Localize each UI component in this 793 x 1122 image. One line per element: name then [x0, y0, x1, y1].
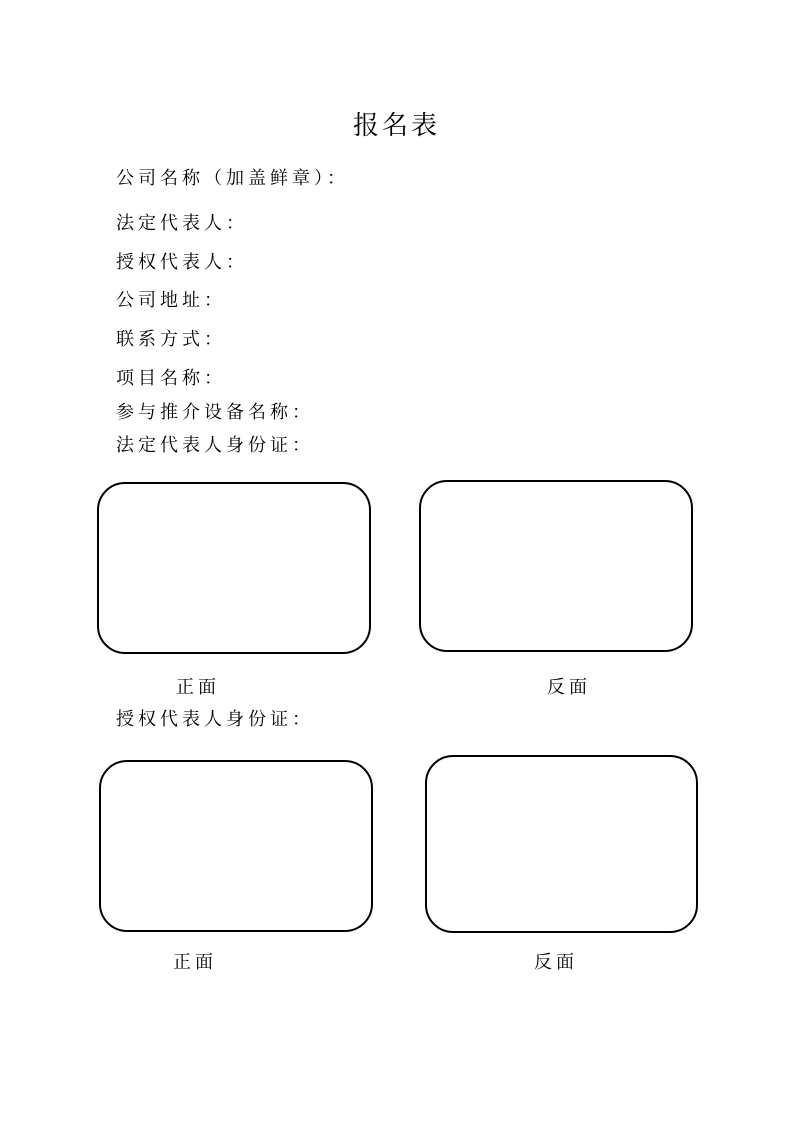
field-legal-representative: 法定代表人： — [116, 213, 248, 234]
legal-rep-id-back-box — [419, 480, 693, 652]
field-authorized-rep-id: 授权代表人身份证： — [116, 709, 314, 730]
authorized-rep-id-front-box — [99, 760, 373, 932]
page-title: 报名表 — [352, 111, 440, 141]
field-project-name: 项目名称： — [116, 368, 226, 389]
field-company-name: 公司名称（加盖鲜章）： — [116, 168, 349, 189]
field-contact: 联系方式： — [116, 329, 226, 350]
field-authorized-representative: 授权代表人： — [116, 252, 248, 273]
authorized-rep-id-front-caption: 正面 — [173, 952, 217, 973]
legal-rep-id-front-caption: 正面 — [176, 677, 220, 698]
field-company-address: 公司地址： — [116, 290, 226, 311]
legal-rep-id-back-caption: 反面 — [547, 677, 591, 698]
field-equipment-name: 参与推介设备名称： — [116, 402, 314, 423]
authorized-rep-id-back-box — [425, 755, 698, 933]
authorized-rep-id-back-caption: 反面 — [534, 952, 578, 973]
field-legal-rep-id: 法定代表人身份证： — [116, 435, 314, 456]
legal-rep-id-front-box — [97, 482, 371, 654]
